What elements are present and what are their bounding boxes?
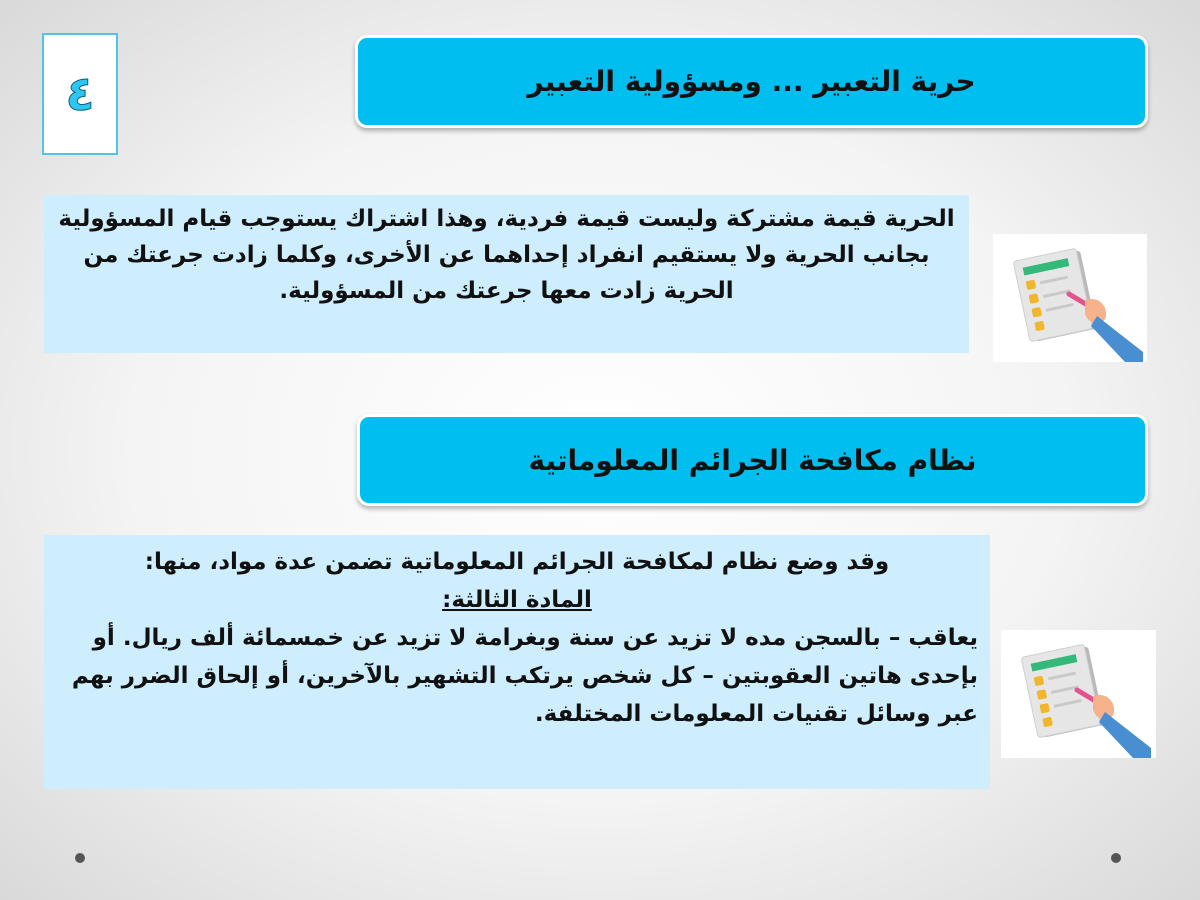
- checklist-icon: [1001, 630, 1156, 758]
- section-title: نظام مكافحة الجرائم المعلوماتية: [528, 443, 977, 477]
- slide-number: ٤: [65, 66, 95, 122]
- freedom-paragraph: الحرية قيمة مشتركة وليست قيمة فردية، وهذا اشتراك يستوجب قيام المسؤولية بجانب الحرية ولا يستقيم انفراد إحداهما عن الأخرى، وكلما زادت جرعتك من الحرية زادت معها جرعتك من المسؤولية.: [58, 206, 955, 304]
- freedom-text-box: [44, 195, 969, 353]
- section-title: حرية التعبير ... ومسؤولية التعبير: [527, 65, 976, 98]
- article-text: يعاقب – بالسجن مده لا تزيد عن سنة وبغرامة لا تزيد عن خمسمائة ألف ريال. أو بإحدى هاتين العقوبتين – كل شخص يرتكب التشهير بالآخرين، أو إلحاق الضرر بهم عبر وسائل تقنيات المعلومات المختلفة.: [71, 625, 978, 727]
- decorative-dot-left: [75, 853, 85, 863]
- slide-number-box: [42, 33, 118, 155]
- decorative-dot-right: [1111, 853, 1121, 863]
- section-title-banner: [357, 414, 1148, 506]
- article-heading: المادة الثالثة:: [442, 587, 592, 613]
- section-title-banner: [355, 35, 1148, 128]
- law-intro: وقد وضع نظام لمكافحة الجرائم المعلوماتية تضمن عدة مواد، منها:: [144, 549, 890, 575]
- law-text-box: [44, 535, 990, 789]
- checklist-icon: [993, 234, 1147, 362]
